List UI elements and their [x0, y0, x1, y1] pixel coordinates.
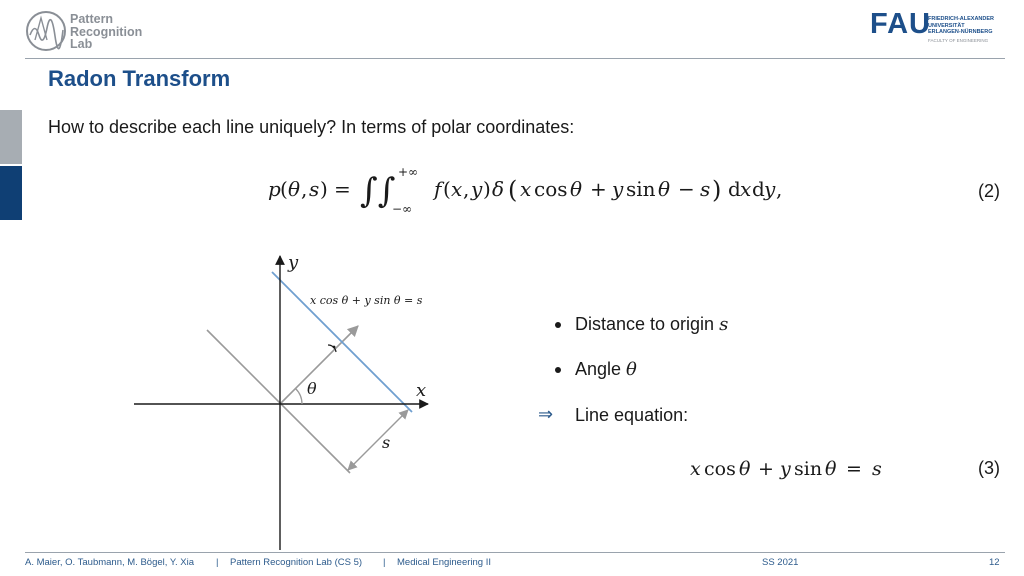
- svg-text:θ: θ: [288, 177, 301, 201]
- footer-term: SS 2021: [762, 557, 799, 568]
- svg-text:sin: sin: [626, 177, 656, 201]
- footer-rule: [25, 552, 1005, 553]
- fau-logo-wordmark: FAU: [870, 8, 931, 40]
- fau-faculty: FACULTY OF ENGINEERING: [928, 38, 989, 43]
- side-bar-gray: [0, 110, 22, 164]
- svg-text:θ: θ: [658, 177, 671, 201]
- slide-title: Radon Transform: [48, 66, 231, 91]
- footer-page-number: 12: [989, 557, 1000, 568]
- svg-text:−: −: [678, 177, 695, 201]
- svg-text:y: y: [780, 458, 791, 480]
- bullet-angle: [575, 359, 637, 380]
- svg-text:): ): [320, 177, 328, 201]
- lab-logo-line-2: Recognition: [70, 24, 143, 39]
- svg-text:+: +: [758, 458, 774, 480]
- line-equation-formula: [690, 453, 900, 483]
- side-bar-blue: [0, 166, 22, 220]
- fau-subtitle-3: ERLANGEN-NÜRNBERG: [928, 29, 993, 35]
- radon-integral-formula: [268, 158, 808, 218]
- svg-text:x: x: [740, 177, 752, 201]
- svg-text:θ: θ: [825, 458, 837, 480]
- bullet-dot-1: [555, 322, 561, 328]
- bullet-dot-2: [555, 367, 561, 373]
- footer-authors: A. Maier, O. Taubmann, M. Bögel, Y. Xia: [25, 557, 194, 568]
- svg-text:,: ,: [463, 177, 470, 201]
- fau-logo: [870, 10, 1005, 46]
- svg-text:): ): [483, 177, 491, 201]
- equation-3: [690, 453, 900, 483]
- svg-text:d: d: [728, 177, 741, 201]
- svg-text:d: d: [752, 177, 765, 201]
- label-s: s: [382, 433, 391, 452]
- svg-text:(: (: [443, 177, 451, 201]
- svg-text:y: y: [612, 177, 624, 201]
- radon-diagram: [130, 248, 450, 553]
- svg-text:cos: cos: [534, 177, 568, 201]
- svg-text:f: f: [434, 177, 442, 201]
- svg-text:x: x: [690, 458, 701, 480]
- bullet-distance-text: Distance to origin: [575, 314, 720, 334]
- svg-text:y: y: [471, 177, 483, 201]
- svg-text:θ: θ: [739, 458, 751, 480]
- footer-sep-1: |: [216, 557, 219, 568]
- svg-text:−∞: −∞: [392, 202, 413, 216]
- lab-logo-line-1: Pattern: [70, 12, 114, 26]
- bullet-distance: [575, 314, 728, 335]
- svg-text:x: x: [520, 177, 532, 201]
- svg-text:(: (: [280, 177, 288, 201]
- lab-logo-icon: [25, 10, 67, 52]
- svg-text:cos: cos: [704, 458, 736, 480]
- svg-text:p: p: [268, 177, 281, 201]
- s-measure-arrow: [348, 410, 408, 470]
- svg-text:sin: sin: [794, 458, 823, 480]
- equation-2-number: (2): [978, 181, 1000, 201]
- svg-text:,: ,: [301, 177, 308, 201]
- svg-text:θ: θ: [570, 177, 583, 201]
- normal-vector: [280, 326, 358, 404]
- implies-arrow: ⇒: [538, 404, 554, 424]
- svg-text:+∞: +∞: [398, 165, 419, 179]
- label-line-equation: x cos θ + y sin θ = s: [310, 294, 423, 307]
- svg-text:δ: δ: [492, 177, 505, 201]
- bullet-angle-symbol: θ: [626, 359, 637, 380]
- bullet-angle-text: Angle: [575, 359, 627, 379]
- fau-subtitle-1: FRIEDRICH-ALEXANDER: [928, 16, 994, 22]
- svg-text:s: s: [700, 177, 711, 201]
- svg-text:s: s: [309, 177, 320, 201]
- fau-subtitle-2: UNIVERSITÄT: [928, 22, 965, 29]
- footer-sep-2: |: [383, 557, 386, 568]
- theta-arc: [296, 389, 303, 405]
- label-theta: θ: [307, 379, 317, 398]
- svg-text:): ): [712, 176, 722, 204]
- svg-text:=: =: [334, 177, 351, 201]
- line-equation-label: Line equation:: [575, 405, 689, 425]
- svg-text:+: +: [590, 177, 607, 201]
- lab-logo-line-3: Lab: [70, 37, 93, 51]
- svg-text:y: y: [764, 177, 776, 201]
- label-x: x: [416, 380, 427, 401]
- svg-text:x: x: [451, 177, 463, 201]
- equation-2: [268, 158, 808, 218]
- gray-diagonal-line: [207, 330, 350, 473]
- label-y: y: [288, 252, 299, 273]
- svg-text:=: =: [846, 458, 862, 480]
- svg-text:∫∫: ∫∫: [360, 171, 396, 211]
- footer-course: Medical Engineering II: [397, 557, 491, 568]
- lab-logo: [25, 10, 175, 52]
- bullet-distance-symbol: s: [719, 314, 729, 335]
- header-rule: [25, 58, 1005, 59]
- svg-text:,: ,: [776, 177, 783, 201]
- intro-text: How to describe each line uniquely? In terms of polar coordinates:: [48, 117, 575, 137]
- equation-3-number: (3): [978, 458, 1000, 478]
- svg-text:(: (: [508, 176, 518, 204]
- svg-text:s: s: [872, 458, 882, 480]
- footer-lab: Pattern Recognition Lab (CS 5): [230, 557, 363, 568]
